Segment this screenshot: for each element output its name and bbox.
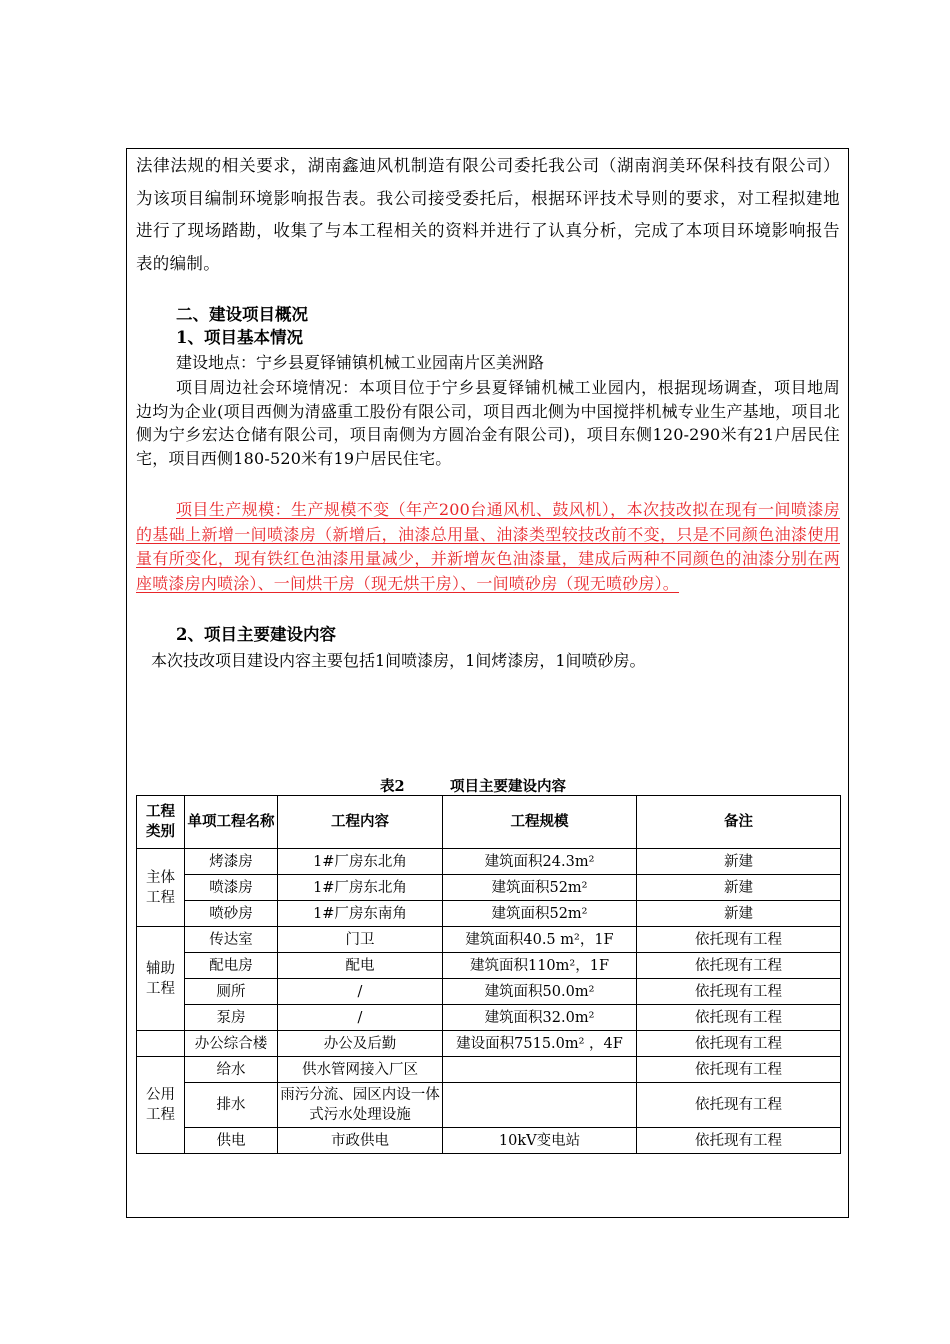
cell-content: 市政供电 bbox=[278, 1128, 443, 1154]
category-main: 主体工程 bbox=[137, 849, 185, 927]
cell-name: 办公综合楼 bbox=[185, 1031, 278, 1057]
table-row bbox=[137, 849, 841, 875]
cell-scale: 建筑面积52m² bbox=[443, 901, 637, 927]
content-text: 本次技改项目建设内容主要包括1间喷漆房，1间烤漆房，1间喷砂房。 bbox=[151, 651, 646, 670]
cell-content: / bbox=[278, 979, 443, 1005]
table-row bbox=[137, 1083, 841, 1128]
cell-scale: 10kV变电站 bbox=[443, 1128, 637, 1154]
header-note: 备注 bbox=[637, 796, 841, 849]
cell-content: 办公及后勤 bbox=[278, 1031, 443, 1057]
section-heading-overview: 二、建设项目概况 bbox=[176, 305, 308, 324]
cell-name: 给水 bbox=[185, 1057, 278, 1083]
table-caption: 表2 项目主要建设内容 bbox=[380, 778, 567, 795]
subsection-heading-content: 2、项目主要建设内容 bbox=[176, 625, 336, 644]
cell-note: 新建 bbox=[637, 901, 841, 927]
table-row bbox=[137, 875, 841, 901]
header-category: 工程类别 bbox=[137, 796, 185, 849]
cell-name: 配电房 bbox=[185, 953, 278, 979]
table-row bbox=[137, 953, 841, 979]
cell-scale: 建筑面积50.0m² bbox=[443, 979, 637, 1005]
table-row bbox=[137, 1031, 841, 1057]
cell-content: 供水管网接入厂区 bbox=[278, 1057, 443, 1083]
cell-note: 依托现有工程 bbox=[637, 1057, 841, 1083]
cell-content: 雨污分流、园区内设一体式污水处理设施 bbox=[278, 1083, 443, 1128]
cell-content: 1#厂房东北角 bbox=[278, 875, 443, 901]
cell-scale: 建筑面积52m² bbox=[443, 875, 637, 901]
category-aux: 辅助工程 bbox=[137, 927, 185, 1031]
cell-note: 依托现有工程 bbox=[637, 927, 841, 953]
cell-scale bbox=[443, 1057, 637, 1083]
cell-content: 配电 bbox=[278, 953, 443, 979]
table-row bbox=[137, 927, 841, 953]
surroundings-paragraph: 项目周边社会环境情况：本项目位于宁乡县夏铎铺机械工业园内，根据现场调查，项目地周边均为企业(项目西侧为清盛重工股份有限公司，项目西北侧为中国搅拌机械专业生产基地，项目北侧为宁乡宏达仓储有限公司，项目南侧为方圆冶金有限公司)，项目东侧120-290米有21户居民住宅，项目西侧180-520米有19户居民住宅。 bbox=[136, 378, 840, 468]
cell-name: 喷漆房 bbox=[185, 875, 278, 901]
cell-name: 供电 bbox=[185, 1128, 278, 1154]
cell-note: 依托现有工程 bbox=[637, 979, 841, 1005]
cell-name: 泵房 bbox=[185, 1005, 278, 1031]
table-row bbox=[137, 1057, 841, 1083]
location-text: 建设地点：宁乡县夏铎铺镇机械工业园南片区美洲路 bbox=[176, 353, 545, 372]
cell-note: 依托现有工程 bbox=[637, 1031, 841, 1057]
cell-scale: 建筑面积40.5 m²，1F bbox=[443, 927, 637, 953]
cell-name: 排水 bbox=[185, 1083, 278, 1128]
cell-content: 1#厂房东南角 bbox=[278, 901, 443, 927]
cell-scale: 建筑面积24.3m² bbox=[443, 849, 637, 875]
cell-note: 新建 bbox=[637, 849, 841, 875]
cell-note: 新建 bbox=[637, 875, 841, 901]
construction-table bbox=[136, 795, 841, 1154]
intro-paragraph: 法律法规的相关要求，湖南鑫迪风机制造有限公司委托我公司（湖南润美环保科技有限公司）为该项目编制环境影响报告表。我公司接受委托后，根据环评技术导则的要求，对工程拟建地进行了现场踏勘，收集了与本工程相关的资料并进行了认真分析，完成了本项目环境影响报告表的编制。 bbox=[136, 156, 840, 273]
cell-name: 传达室 bbox=[185, 927, 278, 953]
cell-note: 依托现有工程 bbox=[637, 1083, 841, 1128]
cell-name: 厕所 bbox=[185, 979, 278, 1005]
cell-content: / bbox=[278, 1005, 443, 1031]
table-header-row bbox=[137, 796, 841, 849]
cell-note: 依托现有工程 bbox=[637, 953, 841, 979]
cell-scale: 建筑面积110m²，1F bbox=[443, 953, 637, 979]
cell-name: 烤漆房 bbox=[185, 849, 278, 875]
category-pub: 公用工程 bbox=[137, 1057, 185, 1154]
header-name: 单项工程名称 bbox=[185, 796, 278, 849]
cell-scale: 建筑面积32.0m² bbox=[443, 1005, 637, 1031]
table-row bbox=[137, 1128, 841, 1154]
category-empty bbox=[137, 1031, 185, 1057]
table-row bbox=[137, 979, 841, 1005]
cell-content: 门卫 bbox=[278, 927, 443, 953]
table-row bbox=[137, 1005, 841, 1031]
cell-scale: 建设面积7515.0m² ，4F bbox=[443, 1031, 637, 1057]
cell-scale bbox=[443, 1083, 637, 1128]
cell-content: 1#厂房东北角 bbox=[278, 849, 443, 875]
header-content: 工程内容 bbox=[278, 796, 443, 849]
cell-note: 依托现有工程 bbox=[637, 1128, 841, 1154]
cell-name: 喷砂房 bbox=[185, 901, 278, 927]
table-row bbox=[137, 901, 841, 927]
header-scale: 工程规模 bbox=[443, 796, 637, 849]
subsection-heading-basic: 1、项目基本情况 bbox=[176, 328, 303, 347]
production-scale-paragraph: 项目生产规模：生产规模不变（年产200台通风机、鼓风机），本次技改拟在现有一间喷漆房的基础上新增一间喷漆房（新增后，油漆总用量、油漆类型较技改前不变，只是不同颜色油漆使用量有所变化，现有铁红色油漆用量减少，并新增灰色油漆量，建成后两种不同颜色的油漆分别在两座喷漆房内喷涂）、一间烘干房（现无烘干房）、一间喷砂房（现无喷砂房）。 bbox=[136, 500, 840, 593]
cell-note: 依托现有工程 bbox=[637, 1005, 841, 1031]
